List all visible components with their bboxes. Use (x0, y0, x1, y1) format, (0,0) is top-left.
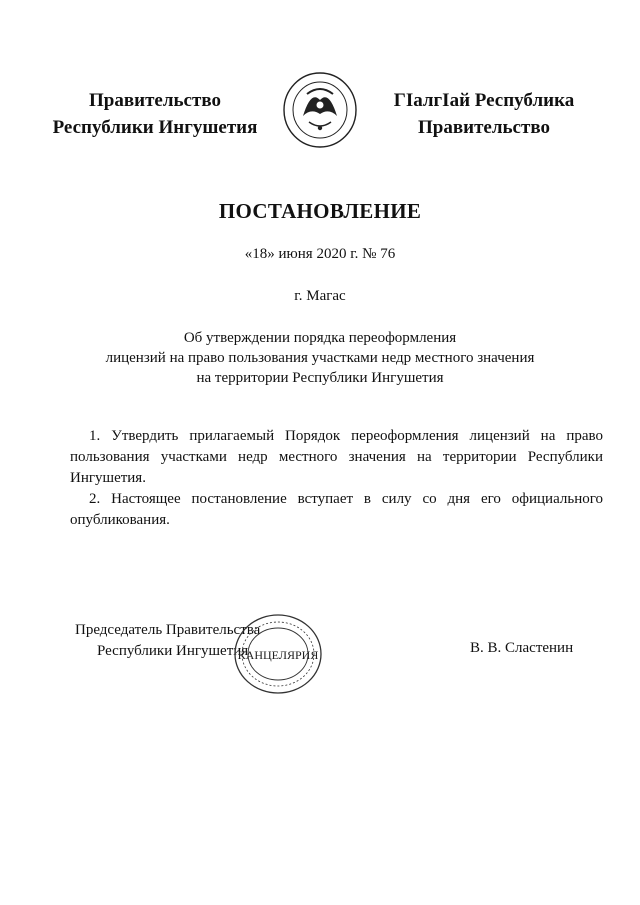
body-paragraph-2: 2. Настоящее постановление вступает в силу со дня его официального опубликования. (70, 491, 603, 528)
body-paragraph-1: 1. Утвердить прилагаемый Порядок переоформления лицензий на право пользования участками недр местного значения на территории Республики Ингушетия. (70, 428, 603, 486)
header-left-line-2: Республики Ингушетия (52, 117, 258, 138)
document-city: г. Магас (294, 288, 346, 304)
signer-name: В. В. Сластенин (470, 640, 574, 656)
header-right-org (364, 87, 604, 141)
header-left-org (30, 87, 280, 141)
document-type: ПОСТАНОВЛЕНИЕ (218, 199, 422, 223)
subject-line-2: лицензий на право пользования участками недр местного значения (105, 350, 535, 366)
header-left-line-1: Правительство (89, 90, 221, 111)
subject-line-3: на территории Республики Ингушетия (196, 370, 444, 386)
document-body (70, 426, 603, 531)
subject-line-1: Об утверждении порядка переоформления (183, 330, 457, 346)
header-right-line-1: ГIалгIай Республика (393, 90, 575, 111)
document-date-number: «18» июня 2020 г. № 76 (244, 246, 396, 262)
stamp-label: КАНЦЕЛЯРИЯ (237, 648, 319, 662)
signer-position-line-2: Республики Ингушетия (97, 643, 249, 659)
header-right-line-2: Правительство (418, 117, 550, 138)
document-subject (60, 328, 580, 388)
office-stamp-icon (232, 612, 324, 696)
signer-position-line-1: Председатель Правительства (75, 622, 261, 638)
state-emblem-icon (281, 70, 359, 150)
